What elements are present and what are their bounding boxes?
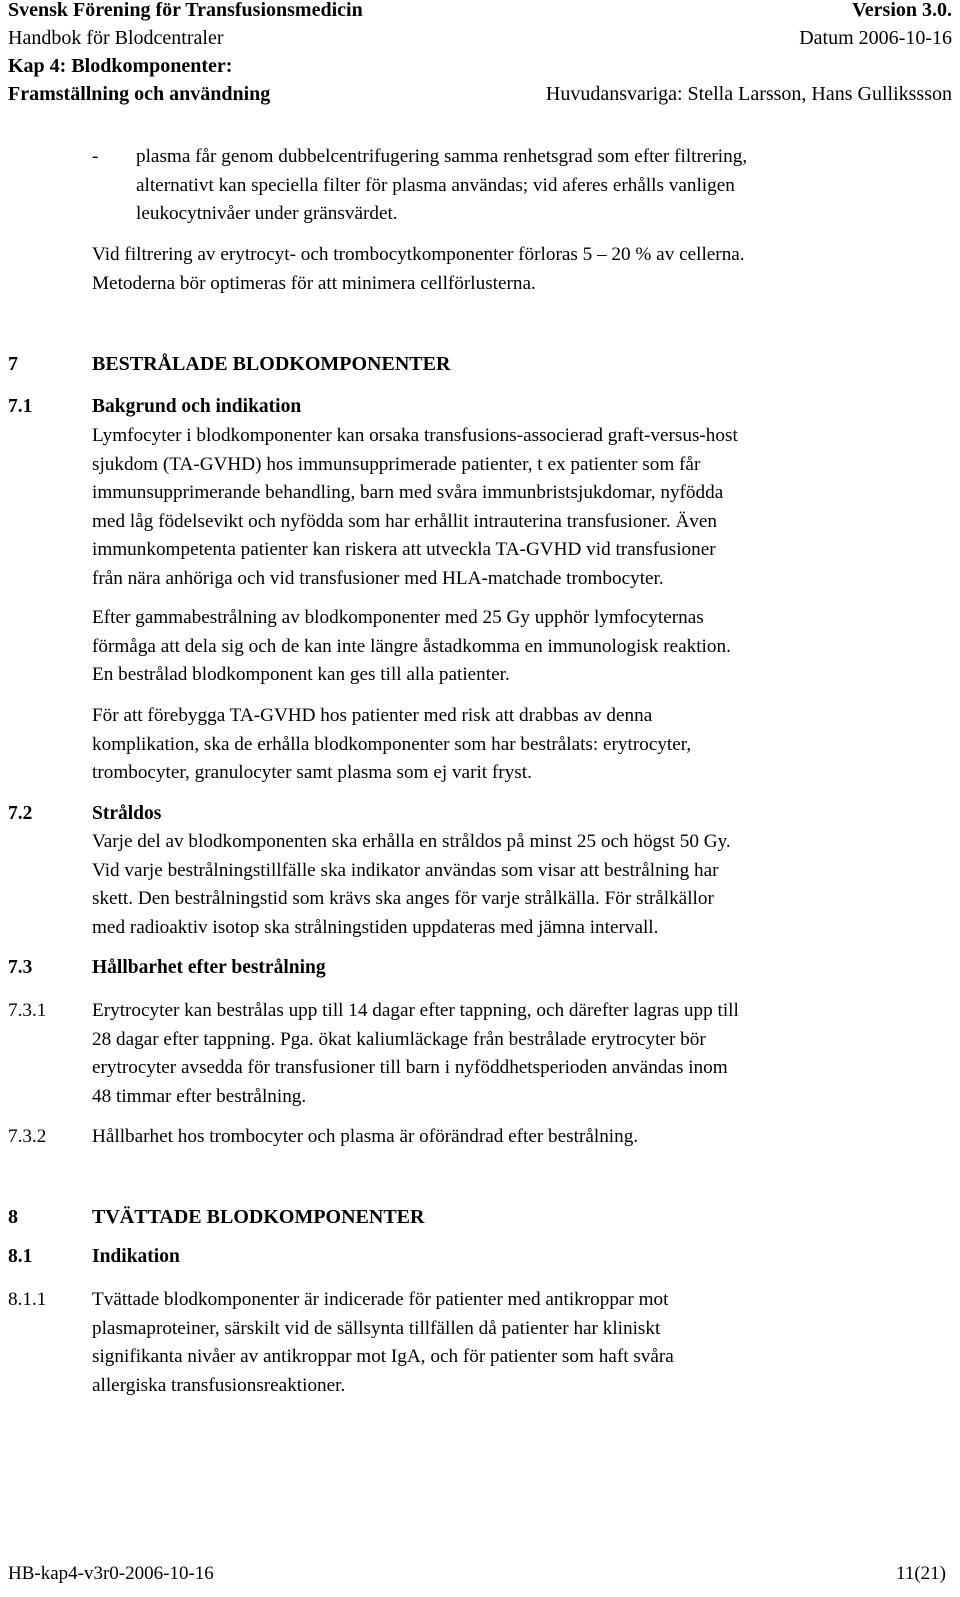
text-line: leukocytnivåer under gränsvärdet.: [136, 203, 398, 225]
text-line: komplikation, ska de erhålla blodkomponenter som har bestrålats: erytrocyter,: [92, 733, 692, 755]
text-line: 48 timmar efter bestrålning.: [92, 1085, 307, 1107]
section-7-1-paragraph-2: [92, 604, 942, 690]
text-line: med radioaktiv isotop ska strålningstiden uppdateras med jämna intervall.: [92, 916, 659, 938]
section-8-1-title: Indikation: [92, 1246, 180, 1267]
intro-paragraph: [92, 241, 942, 298]
section-7-3-2-paragraph: [92, 1123, 942, 1152]
society-name: Svensk Förening för Transfusionsmedicin: [8, 0, 363, 21]
section-7-1-paragraph-3: [92, 702, 942, 788]
text-line: Metoderna bör optimeras för att minimera cellförlusterna.: [92, 272, 536, 294]
header-row-2: [8, 24, 952, 52]
chapter-subtitle: Framställning och användning: [8, 83, 271, 105]
text-line: från nära anhöriga och vid transfusioner med HLA-matchade trombocyter.: [92, 567, 664, 589]
responsible-persons: Huvudansvariga: Stella Larsson, Hans Gullikssson: [545, 83, 952, 105]
section-7-2-title: Stråldos: [92, 803, 162, 824]
chapter-title: Kap 4: Blodkomponenter:: [8, 55, 233, 77]
section-7-2-paragraph: [92, 828, 942, 942]
text-line: Varje del av blodkomponenten ska erhålla en stråldos på minst 25 och högst 50 Gy.: [92, 831, 731, 852]
date-label: Datum 2006-10-16: [799, 27, 952, 49]
text-line: sjukdom (TA-GVHD) hos immunsupprimerade patienter, t ex patienter som får: [92, 453, 701, 475]
text-line: allergiska transfusionsreaktioner.: [92, 1374, 346, 1396]
text-line: plasmaproteiner, särskilt vid de sällsynta tillfällen då patienter har kliniskt: [92, 1317, 661, 1339]
text-line: signifikanta nivåer av antikroppar mot IgA, och för patienter som haft svåra: [92, 1346, 674, 1368]
section-8-title: TVÄTTADE BLODKOMPONENTER: [92, 1206, 425, 1228]
footer-document-id: HB-kap4-v3r0-2006-10-16: [8, 1563, 214, 1584]
text-line: En bestrålad blodkomponent kan ges till alla patienter.: [92, 664, 510, 686]
section-8-1-1-number: 8.1.1: [8, 1289, 47, 1310]
section-7-3-number: 7.3: [8, 957, 33, 978]
text-line: erytrocyter avsedda för transfusioner till barn i nyföddhetsperioden användas inom: [92, 1057, 728, 1079]
section-7-3-1-paragraph: [92, 997, 942, 1111]
section-7-3-1-number: 7.3.1: [8, 1000, 47, 1021]
text-line: skett. Den bestrålningstid som krävs ska anges för varje strålkälla. För strålkällor: [92, 888, 714, 910]
text-line: trombocyter, granulocyter samt plasma som ej varit fryst.: [92, 762, 532, 784]
text-line: immunsupprimerande behandling, barn med svåra immunbristsjukdomar, nyfödda: [92, 482, 724, 504]
text-line: alternativt kan speciella filter för plasma användas; vid aferes erhålls vanligen: [136, 174, 735, 196]
section-8-number: 8: [8, 1206, 18, 1228]
text-line: Efter gammabestrålning av blodkomponenter med 25 Gy upphör lymfocyternas: [92, 607, 704, 628]
section-7-3-2-number: 7.3.2: [8, 1126, 47, 1147]
footer-page-number: 11(21): [896, 1563, 946, 1584]
text-line: immunkompetenta patienter kan riskera att utveckla TA-GVHD vid transfusioner: [92, 539, 716, 561]
text-line: 28 dagar efter tappning. Pga. ökat kaliumläckage från bestrålade erytrocyter bör: [92, 1028, 706, 1050]
section-7-1-paragraph-1: [92, 422, 942, 594]
handbook-title: Handbok för Blodcentraler: [8, 27, 224, 49]
intro-bullet-text: [136, 143, 936, 229]
section-7-3-title: Hållbarhet efter bestrålning: [92, 957, 326, 978]
header-row-4: [8, 80, 952, 108]
section-8-1-number: 8.1: [8, 1246, 33, 1267]
text-line: Tvättade blodkomponenter är indicerade för patienter med antikroppar mot: [92, 1289, 669, 1310]
section-8-1-1-paragraph: [92, 1286, 942, 1400]
version-label: Version 3.0.: [852, 0, 952, 21]
text-line: plasma får genom dubbelcentrifugering samma renhetsgrad som efter filtrering,: [136, 146, 748, 167]
section-7-title: BESTRÅLADE BLODKOMPONENTER: [92, 353, 451, 375]
bullet-dash: -: [92, 146, 99, 167]
text-line: Vid filtrering av erytrocyt- och trombocytkomponenter förloras 5 – 20 % av cellerna.: [92, 244, 745, 265]
section-7-1-title: Bakgrund och indikation: [92, 396, 302, 417]
section-7-1-number: 7.1: [8, 396, 33, 417]
text-line: För att förebygga TA-GVHD hos patienter med risk att drabbas av denna: [92, 705, 653, 726]
section-7-number: 7: [8, 353, 18, 375]
text-line: Lymfocyter i blodkomponenter kan orsaka transfusions-associerad graft-versus-host: [92, 425, 738, 446]
text-line: Hållbarhet hos trombocyter och plasma är oförändrad efter bestrålning.: [92, 1126, 639, 1147]
text-line: förmåga att dela sig och de kan inte längre åstadkomma en immunologisk reaktion.: [92, 635, 731, 657]
text-line: Vid varje bestrålningstillfälle ska indikator användas som visar att bestrålning har: [92, 859, 719, 881]
header-row-3: [8, 52, 952, 80]
header-row-1: [8, 0, 952, 24]
text-line: med låg födelsevikt och nyfödda som har erhållit intrauterina transfusioner. Även: [92, 510, 718, 532]
section-7-2-number: 7.2: [8, 803, 33, 824]
text-line: Erytrocyter kan bestrålas upp till 14 dagar efter tappning, och därefter lagras upp till: [92, 1000, 739, 1021]
